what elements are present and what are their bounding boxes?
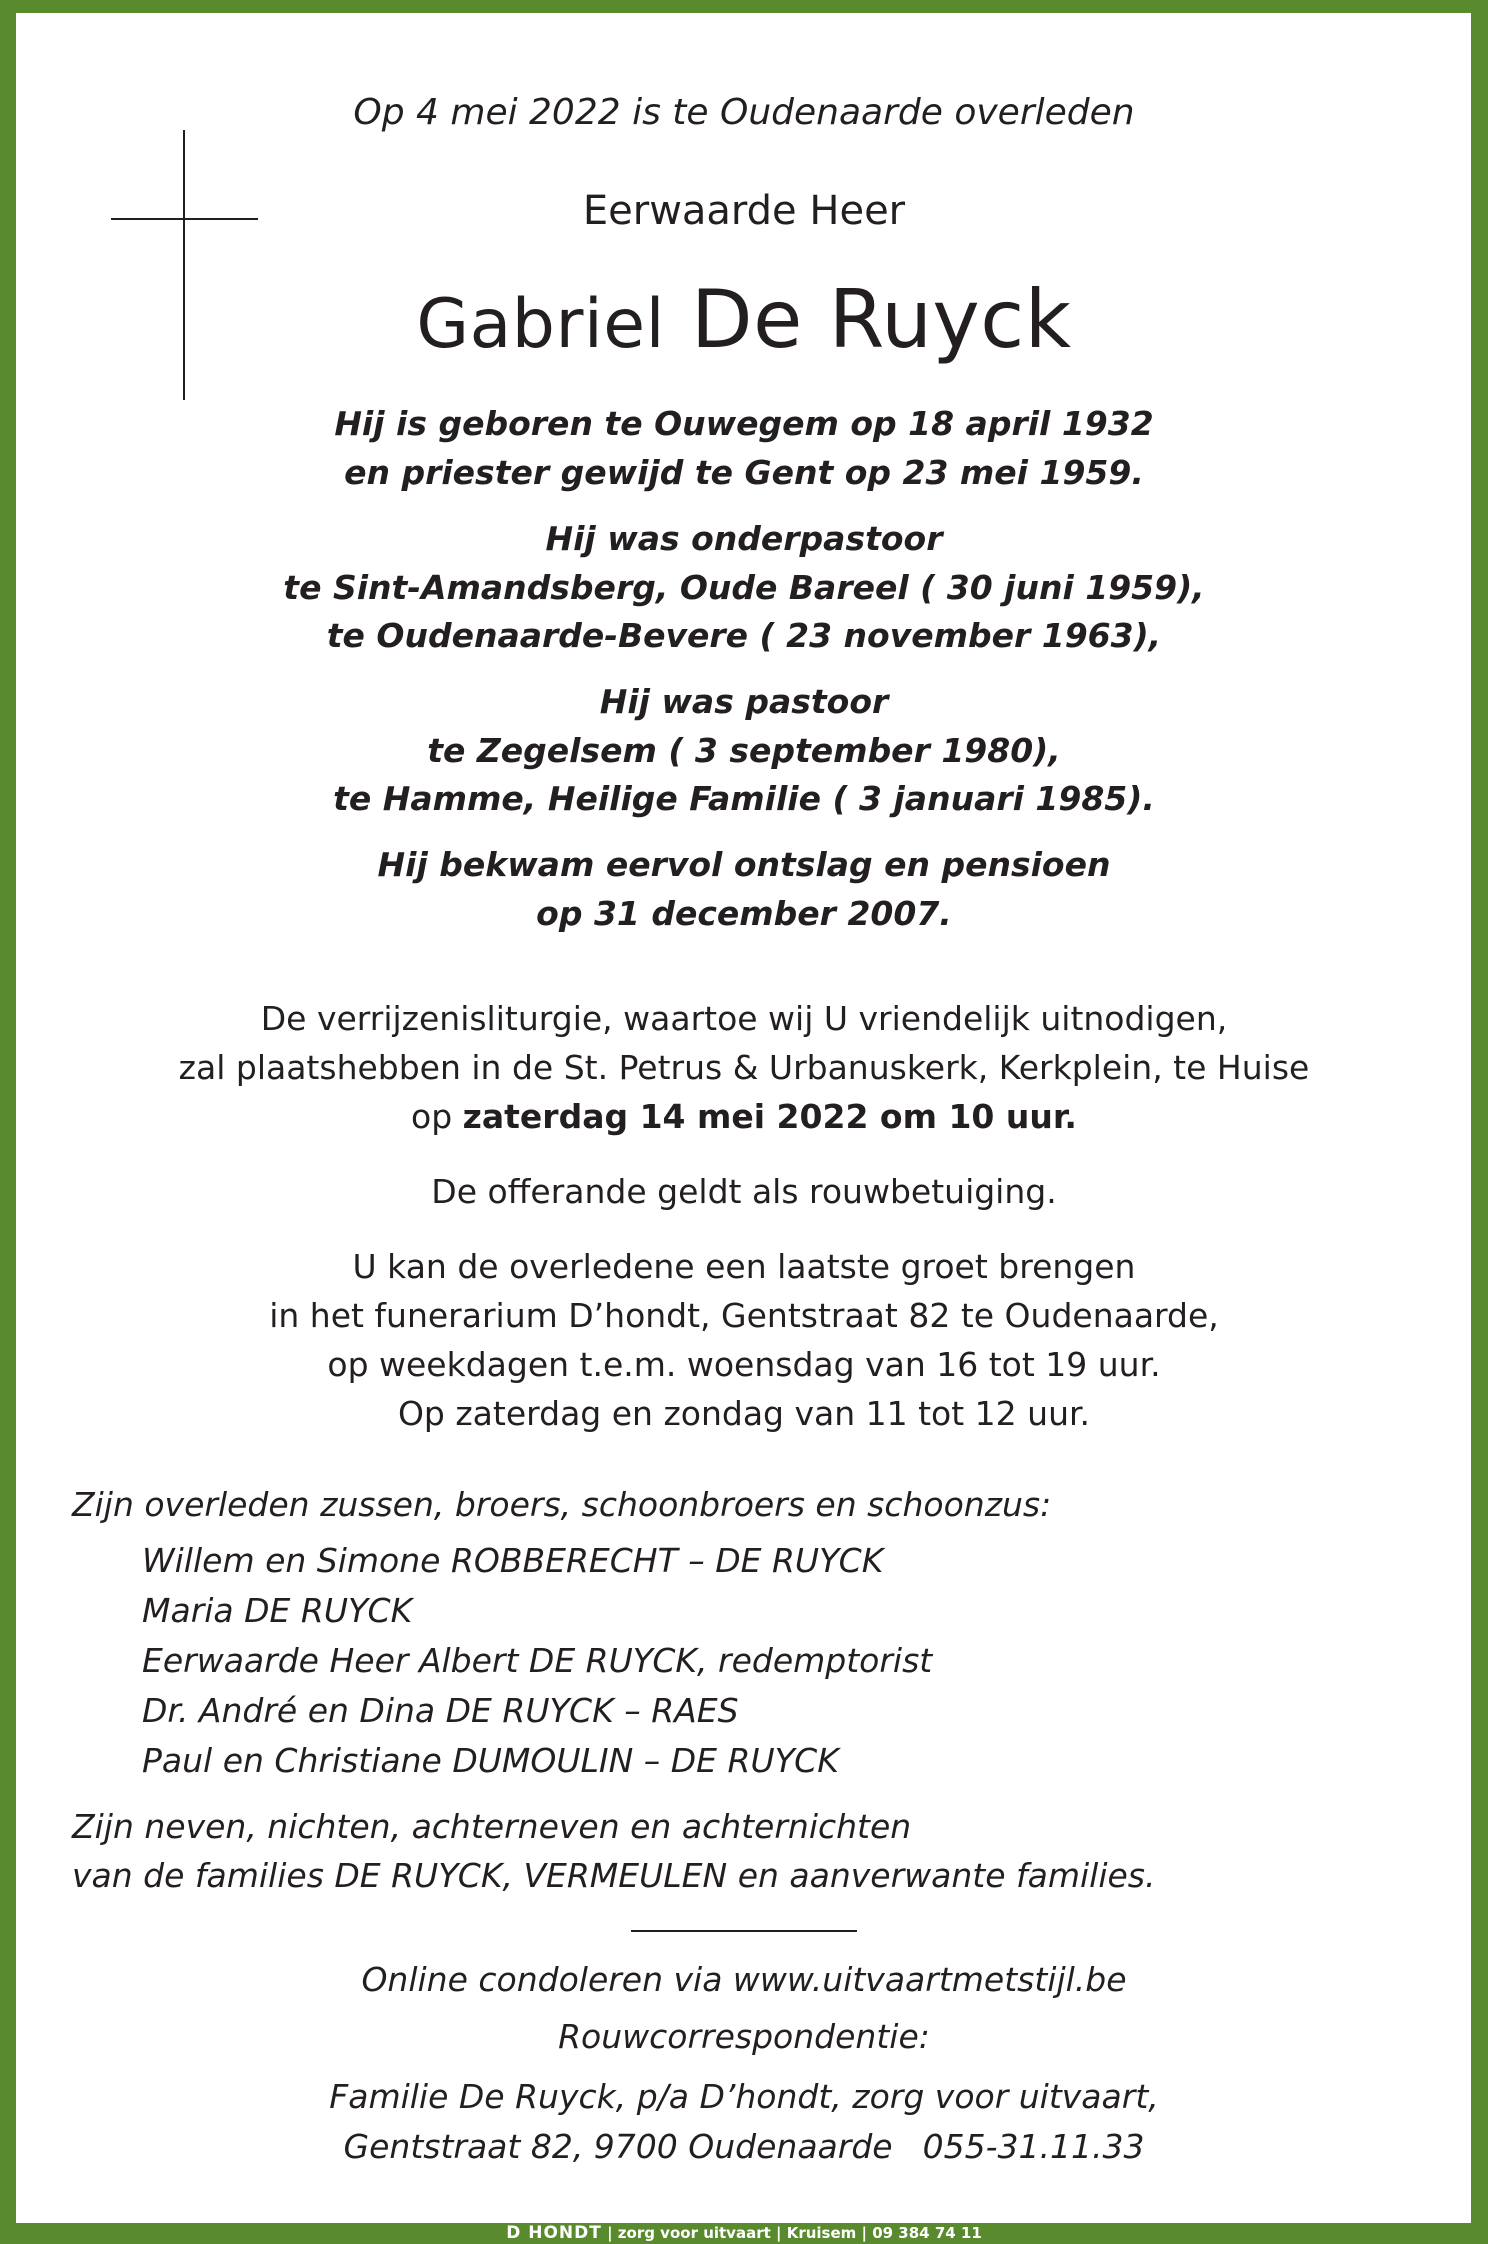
bio-pastoor: [0, 678, 1488, 824]
liturgy-prefix: op: [411, 1097, 463, 1136]
liturgy-line: zal plaatshebben in de St. Petrus & Urbanuskerk, Kerkplein, te Huise: [178, 1048, 1310, 1087]
divider: [631, 1930, 857, 1932]
family-member: Eerwaarde Heer Albert DE RUYCK, redemptorist: [142, 1641, 933, 1680]
family-extended: [72, 1802, 1156, 1900]
bio-line: en priester gewijd te Gent op 23 mei 1959.: [344, 452, 1144, 492]
visit-line: op weekdagen t.e.m. woensdag van 16 tot 19 uur.: [327, 1345, 1161, 1384]
address-line2: [0, 2122, 1488, 2172]
bio-line: Hij was onderpastoor: [545, 519, 943, 558]
bio-line: Hij is geboren te Ouwegem op 18 april 1932: [334, 404, 1154, 443]
bio-line: op 31 december 2007.: [536, 893, 952, 933]
family-extended-line: van de families DE RUYCK, VERMEULEN en aanverwante families.: [72, 1856, 1156, 1895]
visit-line: U kan de overledene een laatste groet brengen: [352, 1247, 1136, 1286]
bio-line: te Oudenaarde-Bevere ( 23 november 1963),: [326, 616, 1162, 655]
honorific-title: Eerwaarde Heer: [582, 188, 906, 234]
bio-birth: [0, 400, 1488, 497]
bio-onderpastoor: [0, 515, 1488, 661]
bio-line: te Zegelsem ( 3 september 1980),: [427, 730, 1061, 770]
death-announcement: Op 4 mei 2022 is te Oudenaarde overleden: [353, 92, 1135, 133]
bio-line: te Sint-Amandsberg, Oude Bareel ( 30 juni 1959),: [283, 567, 1205, 607]
family-member: Paul en Christiane DUMOULIN – DE RUYCK: [142, 1741, 839, 1780]
offerande-note: De offerande geldt als rouwbetuiging.: [431, 1172, 1057, 1211]
bio-retirement: [0, 841, 1488, 938]
family-member: Maria DE RUYCK: [142, 1591, 413, 1630]
visit-line: Op zaterdag en zondag van 11 tot 12 uur.: [397, 1394, 1091, 1433]
family-extended-line: Zijn neven, nichten, achterneven en achternichten: [72, 1807, 912, 1846]
family-member: Willem en Simone ROBBERECHT – DE RUYCK: [142, 1541, 884, 1580]
family-member: Dr. André en Dina DE RUYCK – RAES: [142, 1691, 739, 1730]
visit-line: in het funerarium D’hondt, Gentstraat 82 te Oudenaarde,: [269, 1296, 1219, 1335]
footer-text: | zorg voor uitvaart | Kruisem | 09 384 74 11: [607, 2224, 982, 2242]
last-name: De Ruyck: [690, 273, 1072, 366]
brand-logo: D HONDT: [506, 2223, 602, 2243]
bio-line: Hij was pastoor: [599, 682, 889, 721]
family-intro: Zijn overleden zussen, broers, schoonbroers en schoonzus:: [72, 1485, 1052, 1524]
liturgy-invitation: [0, 994, 1488, 1141]
address-phone: 055-31.11.33: [922, 2127, 1145, 2166]
liturgy-date: zaterdag 14 mei 2022 om 10 uur.: [462, 1097, 1077, 1136]
visitation-info: [0, 1242, 1488, 1438]
correspondence-address: [0, 2072, 1488, 2172]
footer-bar: [0, 2223, 1488, 2244]
bio-line: Hij bekwam eervol ontslag en pensioen: [377, 845, 1111, 884]
liturgy-line: De verrijzenisliturgie, waartoe wij U vriendelijk uitnodigen,: [260, 999, 1228, 1038]
online-condolence: Online condoleren via www.uitvaartmetstijl.be: [361, 1960, 1127, 1999]
family-list: [142, 1536, 932, 1786]
address-street: Gentstraat 82, 9700 Oudenaarde: [343, 2127, 893, 2166]
address-line: Familie De Ruyck, p/a D’hondt, zorg voor uitvaart,: [329, 2077, 1159, 2116]
deceased-name: [0, 270, 1488, 375]
first-name: Gabriel: [416, 285, 666, 364]
liturgy-datetime: [0, 1092, 1488, 1141]
bio-line: te Hamme, Heilige Familie ( 3 januari 1985).: [333, 779, 1155, 818]
correspondence-label: Rouwcorrespondentie:: [558, 2017, 930, 2056]
